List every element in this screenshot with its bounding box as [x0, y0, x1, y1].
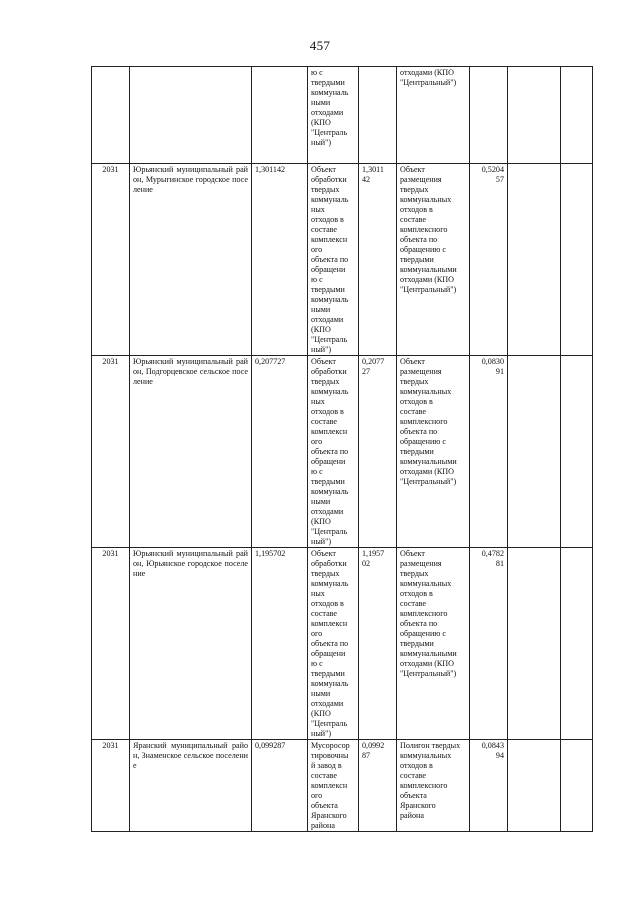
value-cell — [470, 67, 508, 164]
table-row — [92, 164, 593, 356]
value-cell: 0,0830 91 — [470, 356, 508, 548]
empty-cell — [508, 164, 561, 356]
value-cell — [359, 67, 397, 164]
year-cell — [92, 67, 130, 164]
value-cell: 0,0992 87 — [359, 740, 397, 832]
table-row — [92, 67, 593, 164]
value-cell: 0,0843 94 — [470, 740, 508, 832]
empty-cell — [561, 740, 593, 832]
municipality-cell — [130, 67, 252, 164]
object-cell: Мусоросор тировочны й завод в составе комплексн ого объекта Яранского района — [308, 740, 359, 832]
object-cell: отходами (КПО "Центральный") — [397, 67, 470, 164]
year-cell: 2031 — [92, 356, 130, 548]
value-cell — [252, 67, 308, 164]
empty-cell — [561, 356, 593, 548]
year-cell: 2031 — [92, 740, 130, 832]
empty-cell — [561, 548, 593, 740]
table-row — [92, 740, 593, 832]
value-cell: 1,301142 — [252, 164, 308, 356]
value-cell: 0,4782 81 — [470, 548, 508, 740]
data-table — [91, 66, 593, 832]
table-row — [92, 548, 593, 740]
object-cell: Объект обработки твердых коммуналь ных отходов в составе комплексн ого объекта по обращени ю с твердыми коммуналь ными отходами (КПО "Централь ный") — [308, 356, 359, 548]
object-cell: Объект размещения твердых коммунальных отходов в составе комплексного объекта по обращению с твердыми коммунальными отходами (КПО "Центральный") — [397, 164, 470, 356]
empty-cell — [508, 356, 561, 548]
municipality-cell: Юрьянский муниципальный район, Мурыгинское городское поселение — [130, 164, 252, 356]
object-cell: Объект размещения твердых коммунальных отходов в составе комплексного объекта по обращению с твердыми коммунальными отходами (КПО "Центральный") — [397, 356, 470, 548]
table-row — [92, 356, 593, 548]
value-cell: 1,1957 02 — [359, 548, 397, 740]
year-cell: 2031 — [92, 548, 130, 740]
year-cell: 2031 — [92, 164, 130, 356]
object-cell: Объект размещения твердых коммунальных отходов в составе комплексного объекта по обращению с твердыми коммунальными отходами (КПО "Центральный") — [397, 548, 470, 740]
object-cell: Объект обработки твердых коммуналь ных отходов в составе комплексн ого объекта по обращени ю с твердыми коммуналь ными отходами (КПО "Централь ный") — [308, 548, 359, 740]
value-cell: 0,099287 — [252, 740, 308, 832]
empty-cell — [508, 67, 561, 164]
object-cell: ю с твердыми коммуналь ными отходами (КПО "Централь ный") — [308, 67, 359, 164]
value-cell: 1,3011 42 — [359, 164, 397, 356]
value-cell: 0,2077 27 — [359, 356, 397, 548]
value-cell: 1,195702 — [252, 548, 308, 740]
empty-cell — [508, 548, 561, 740]
object-cell: Полигон твердых коммунальных отходов в составе комплексного объекта Яранского района — [397, 740, 470, 832]
value-cell: 0,207727 — [252, 356, 308, 548]
object-cell: Объект обработки твердых коммуналь ных отходов в составе комплексн ого объекта по обращени ю с твердыми коммуналь ными отходами (КПО "Централь ный") — [308, 164, 359, 356]
municipality-cell: Яранский муниципальный район, Знаменское сельское поселение — [130, 740, 252, 832]
value-cell: 0,5204 57 — [470, 164, 508, 356]
municipality-cell: Юрьянский муниципальный район, Подгорцевское сельское поселение — [130, 356, 252, 548]
page-number: 457 — [309, 38, 331, 53]
empty-cell — [561, 164, 593, 356]
municipality-cell: Юрьянский муниципальный район, Юрьянское городское поселение — [130, 548, 252, 740]
empty-cell — [561, 67, 593, 164]
empty-cell — [508, 740, 561, 832]
